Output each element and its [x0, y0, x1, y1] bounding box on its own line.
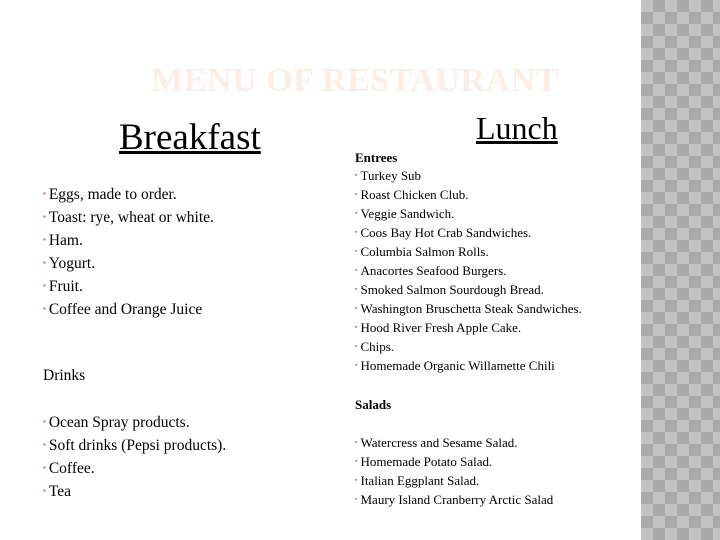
- list-item: ▪ Homemade Potato Salad.: [355, 454, 493, 469]
- bullet-icon: ▪: [355, 285, 358, 293]
- lunch-heading: Lunch: [476, 110, 558, 146]
- bullet-icon: ▪: [355, 266, 358, 274]
- list-item: ▪ Washington Bruschetta Steak Sandwiches.: [355, 301, 582, 316]
- bullet-icon: ▪: [355, 304, 358, 312]
- bullet-icon: ▪: [43, 440, 46, 449]
- bullet-icon: ▪: [355, 438, 358, 446]
- list-item: ▪ Fruit.: [43, 278, 83, 295]
- list-item: ▪ Columbia Salmon Rolls.: [355, 244, 489, 259]
- drinks-list: [43, 412, 226, 504]
- list-item: ▪ Smoked Salmon Sourdough Bread.: [355, 282, 544, 297]
- list-item: ▪ Anacortes Seafood Burgers.: [355, 263, 507, 278]
- list-item: ▪ Italian Eggplant Salad.: [355, 473, 480, 488]
- entrees-list: [355, 167, 582, 376]
- bullet-icon: ▪: [355, 361, 358, 369]
- list-item: ▪ Veggie Sandwich.: [355, 206, 455, 221]
- bullet-icon: ▪: [355, 171, 358, 179]
- bullet-icon: ▪: [355, 323, 358, 331]
- list-item: ▪ Roast Chicken Club.: [355, 187, 469, 202]
- bullet-icon: ▪: [355, 342, 358, 350]
- list-item: ▪ Tea: [43, 483, 71, 500]
- salads-label: Salads: [355, 397, 392, 412]
- bullet-icon: ▪: [43, 258, 46, 267]
- bullet-icon: ▪: [355, 457, 358, 465]
- bullet-icon: ▪: [43, 189, 46, 198]
- salads-list: [355, 434, 553, 510]
- bullet-icon: ▪: [43, 304, 46, 313]
- breakfast-list: [43, 184, 214, 322]
- drinks-label: Drinks: [43, 367, 86, 384]
- list-item: ▪ Soft drinks (Pepsi products).: [43, 437, 227, 454]
- list-item: ▪ Turkey Sub: [355, 168, 422, 183]
- bullet-icon: ▪: [355, 247, 358, 255]
- bullet-icon: ▪: [43, 463, 46, 472]
- list-item: ▪ Toast: rye, wheat or white.: [43, 209, 214, 226]
- bullet-icon: ▪: [43, 486, 46, 495]
- list-item: ▪ Coos Bay Hot Crab Sandwiches.: [355, 225, 532, 240]
- bullet-icon: ▪: [355, 209, 358, 217]
- list-item: ▪ Chips.: [355, 339, 395, 354]
- list-item: ▪ Watercress and Sesame Salad.: [355, 435, 518, 450]
- list-item: ▪ Yogurt.: [43, 255, 96, 272]
- bullet-icon: ▪: [355, 228, 358, 236]
- bullet-icon: ▪: [355, 476, 358, 484]
- breakfast-heading: Breakfast: [119, 117, 261, 158]
- list-item: ▪ Ham.: [43, 232, 83, 249]
- bullet-icon: ▪: [43, 417, 46, 426]
- list-item: ▪ Hood River Fresh Apple Cake.: [355, 320, 522, 335]
- list-item: ▪ Coffee and Orange Juice: [43, 301, 203, 318]
- list-item: ▪ Coffee.: [43, 460, 95, 477]
- bullet-icon: ▪: [355, 495, 358, 503]
- entrees-label: Entrees: [355, 150, 398, 165]
- bullet-icon: ▪: [43, 235, 46, 244]
- list-item: ▪ Maury Island Cranberry Arctic Salad: [355, 492, 554, 507]
- list-item: ▪ Homemade Organic Willamette Chili: [355, 358, 555, 373]
- bullet-icon: ▪: [355, 190, 358, 198]
- list-item: ▪ Eggs, made to order.: [43, 186, 177, 203]
- list-item: ▪ Ocean Spray products.: [43, 414, 190, 431]
- bullet-icon: ▪: [43, 212, 46, 221]
- bullet-icon: ▪: [43, 281, 46, 290]
- page-title: MENU OF RESTAURANT: [151, 62, 559, 99]
